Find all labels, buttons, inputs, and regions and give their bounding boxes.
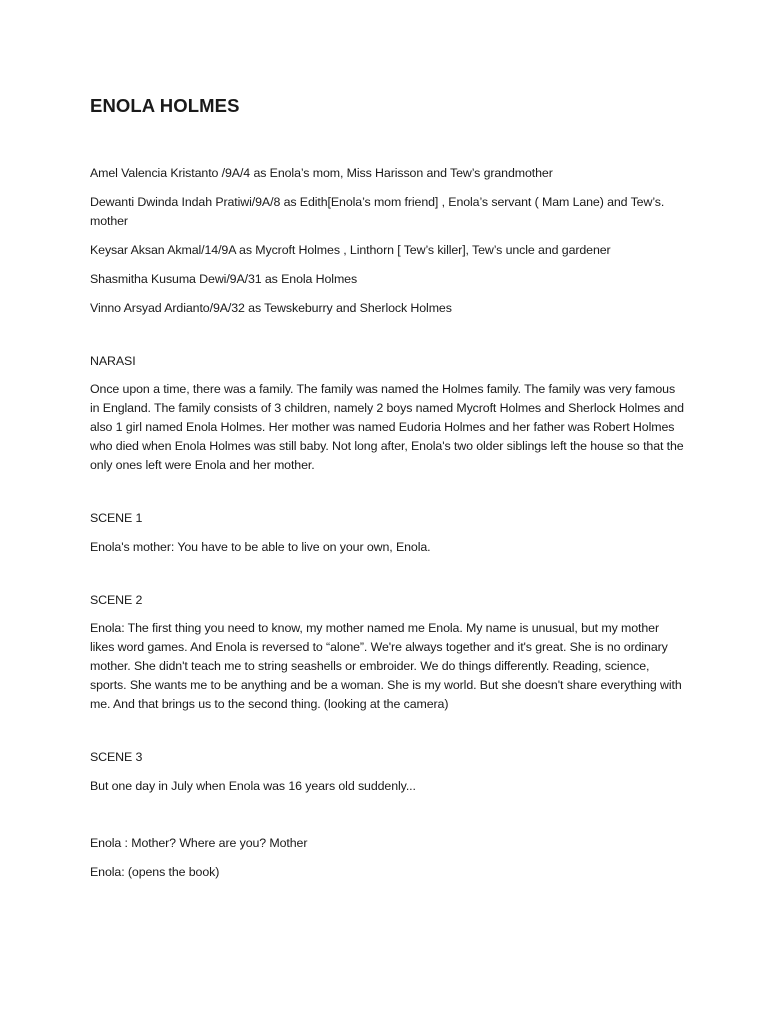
scene-3-heading: SCENE 3: [90, 750, 143, 764]
scene-2-heading: SCENE 2: [90, 593, 143, 607]
cast-entry: Keysar Aksan Akmal/14/9A as Mycroft Holmes , Linthorn [ Tew’s killer], Tew’s uncle and gardener: [90, 243, 611, 257]
cast-entry: Vinno Arsyad Ardianto/9A/32 as Tewskeburry and Sherlock Holmes: [90, 301, 452, 315]
narasi-heading: NARASI: [90, 354, 136, 368]
document-body: [90, 94, 686, 882]
cast-list: [90, 164, 686, 318]
scene-2-text: Enola: The first thing you need to know, my mother named me Enola. My name is unusual, but my mother likes word games. And Enola is reversed to “alone”. We're always together and it's great. She is no ordinary mother. She didn't teach me to string seashells or embroider. We do things differently. Reading, science, sports. She wants me to be anything and be a woman. She is my world. But she doesn't share everything with me. And that brings us to the second thing. (looking at the camera): [90, 621, 682, 711]
cast-entry: Dewanti Dwinda Indah Pratiwi/9A/8 as Edith[Enola’s mom friend] , Enola’s servant ( Mam Lane) and Tew’s. mother: [90, 195, 665, 228]
scene-1-text: Enola's mother: You have to be able to live on your own, Enola.: [90, 540, 431, 554]
cast-entry: Shasmitha Kusuma Dewi/9A/31 as Enola Holmes: [90, 272, 358, 286]
document-title: ENOLA HOLMES: [90, 95, 240, 116]
scene-1-heading: SCENE 1: [90, 511, 143, 525]
scene-3-text: But one day in July when Enola was 16 years old suddenly...: [90, 779, 416, 793]
narasi-text: Once upon a time, there was a family. The family was named the Holmes family. The family was very famous in England. The family consists of 3 children, namely 2 boys named Mycroft Holmes and Sherlock Holmes and also 1 girl named Enola Holmes. Her mother was named Eudoria Holmes and her father was Robert Holmes who died when Enola Holmes was still baby. Not long after, Enola's two older siblings left the house so that the only ones left were Enola and her mother.: [90, 382, 684, 472]
dialogue-line: Enola: (opens the book): [90, 865, 220, 879]
cast-entry: Amel Valencia Kristanto /9A/4 as Enola’s mom, Miss Harisson and Tew’s grandmother: [90, 166, 553, 180]
dialogue-line: Enola : Mother? Where are you? Mother: [90, 836, 308, 850]
